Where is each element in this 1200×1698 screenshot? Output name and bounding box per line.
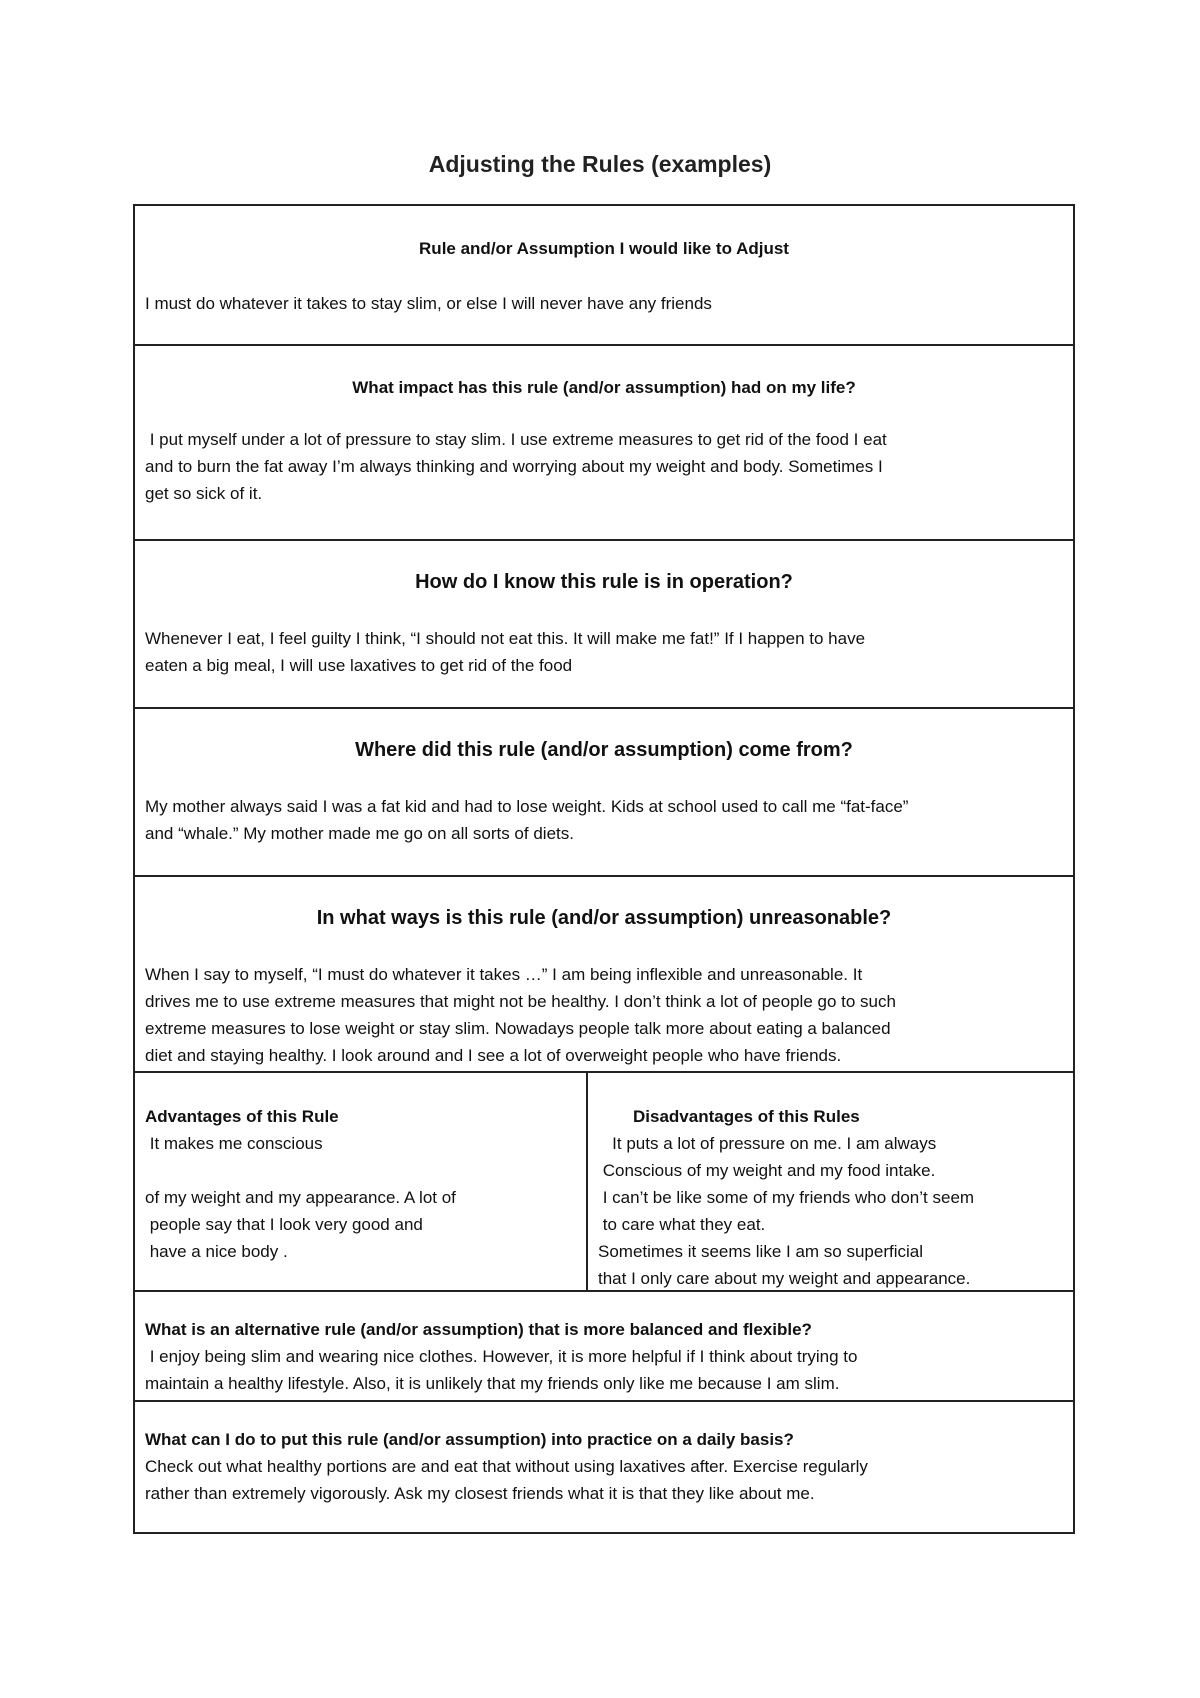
- impact-line: get so sick of it.: [145, 484, 263, 503]
- disadvantages-line: Conscious of my weight and my food intake.: [598, 1161, 936, 1180]
- operation-heading: How do I know this rule is in operation?: [415, 571, 793, 593]
- disadvantages-column: [588, 1073, 1073, 1290]
- pros-cons-section: [135, 1073, 1073, 1292]
- alternative-section: [135, 1292, 1073, 1402]
- disadvantages-line: that I only care about my weight and appearance.: [598, 1269, 971, 1288]
- advantages-line: It makes me conscious: [145, 1134, 323, 1153]
- disadvantages-line: to care what they eat.: [598, 1215, 766, 1234]
- advantages-line: [145, 1157, 576, 1184]
- disadvantages-heading: Disadvantages of this Rules: [633, 1107, 860, 1126]
- alternative-content: [145, 1316, 857, 1397]
- advantages-line: have a nice body .: [145, 1242, 288, 1261]
- operation-line: Whenever I eat, I feel guilty I think, “I should not eat this. It will make me fat!” If I happen to have: [145, 629, 866, 648]
- origin-heading: Where did this rule (and/or assumption) come from?: [355, 739, 853, 761]
- unreasonable-line: drives me to use extreme measures that might not be healthy. I don’t think a lot of people go to such: [145, 992, 896, 1011]
- impact-line: and to burn the fat away I’m always thinking and worrying about my weight and body. Sometimes I: [145, 457, 883, 476]
- practice-content: [145, 1426, 868, 1507]
- document-title: Adjusting the Rules (examples): [428, 151, 772, 177]
- impact-line: I put myself under a lot of pressure to stay slim. I use extreme measures to get rid of the food I eat: [145, 430, 887, 449]
- unreasonable-line: diet and staying healthy. I look around and I see a lot of overweight people who have friends.: [145, 1046, 842, 1065]
- disadvantages-line: Sometimes it seems like I am so superficial: [598, 1242, 923, 1261]
- rule-text: I must do whatever it takes to stay slim, or else I will never have any friends: [145, 294, 712, 313]
- alternative-heading: What is an alternative rule (and/or assumption) that is more balanced and flexible?: [145, 1320, 812, 1339]
- unreasonable-line: When I say to myself, “I must do whatever it takes …” I am being inflexible and unreasonable. It: [145, 965, 863, 984]
- origin-text: [145, 793, 908, 847]
- rule-heading: Rule and/or Assumption I would like to Adjust: [419, 239, 789, 258]
- impact-heading: What impact has this rule (and/or assumption) had on my life?: [352, 378, 856, 397]
- disadvantages-line: It puts a lot of pressure on me. I am always: [598, 1134, 937, 1153]
- advantages-heading: Advantages of this Rule: [145, 1107, 339, 1126]
- advantages-line: people say that I look very good and: [145, 1215, 423, 1234]
- alternative-line: I enjoy being slim and wearing nice clothes. However, it is more helpful if I think about trying to: [145, 1347, 858, 1366]
- practice-heading: What can I do to put this rule (and/or assumption) into practice on a daily basis?: [145, 1430, 794, 1449]
- impact-text: [145, 426, 887, 507]
- worksheet-table: [133, 204, 1075, 1534]
- practice-section: [135, 1402, 1073, 1532]
- origin-section: [135, 709, 1073, 877]
- practice-line: rather than extremely vigorously. Ask my closest friends what it is that they like about me.: [145, 1484, 815, 1503]
- origin-line: and “whale.” My mother made me go on all sorts of diets.: [145, 824, 574, 843]
- advantages-line: of my weight and my appearance. A lot of: [145, 1188, 456, 1207]
- practice-line: Check out what healthy portions are and eat that without using laxatives after. Exercise regularly: [145, 1457, 868, 1476]
- unreasonable-section: [135, 877, 1073, 1073]
- unreasonable-text: [145, 961, 896, 1069]
- operation-text: [145, 625, 865, 679]
- unreasonable-heading: In what ways is this rule (and/or assumption) unreasonable?: [316, 907, 892, 929]
- origin-line: My mother always said I was a fat kid and had to lose weight. Kids at school used to call me “fat-face”: [145, 797, 909, 816]
- advantages-column: [135, 1073, 588, 1290]
- alternative-line: maintain a healthy lifestyle. Also, it is unlikely that my friends only like me because I am slim.: [145, 1374, 840, 1393]
- unreasonable-line: extreme measures to lose weight or stay slim. Nowadays people talk more about eating a balanced: [145, 1019, 891, 1038]
- operation-section: [135, 541, 1073, 709]
- operation-line: eaten a big meal, I will use laxatives to get rid of the food: [145, 656, 573, 675]
- rule-section: [135, 206, 1073, 346]
- impact-section: [135, 346, 1073, 541]
- disadvantages-line: I can’t be like some of my friends who don’t seem: [598, 1188, 975, 1207]
